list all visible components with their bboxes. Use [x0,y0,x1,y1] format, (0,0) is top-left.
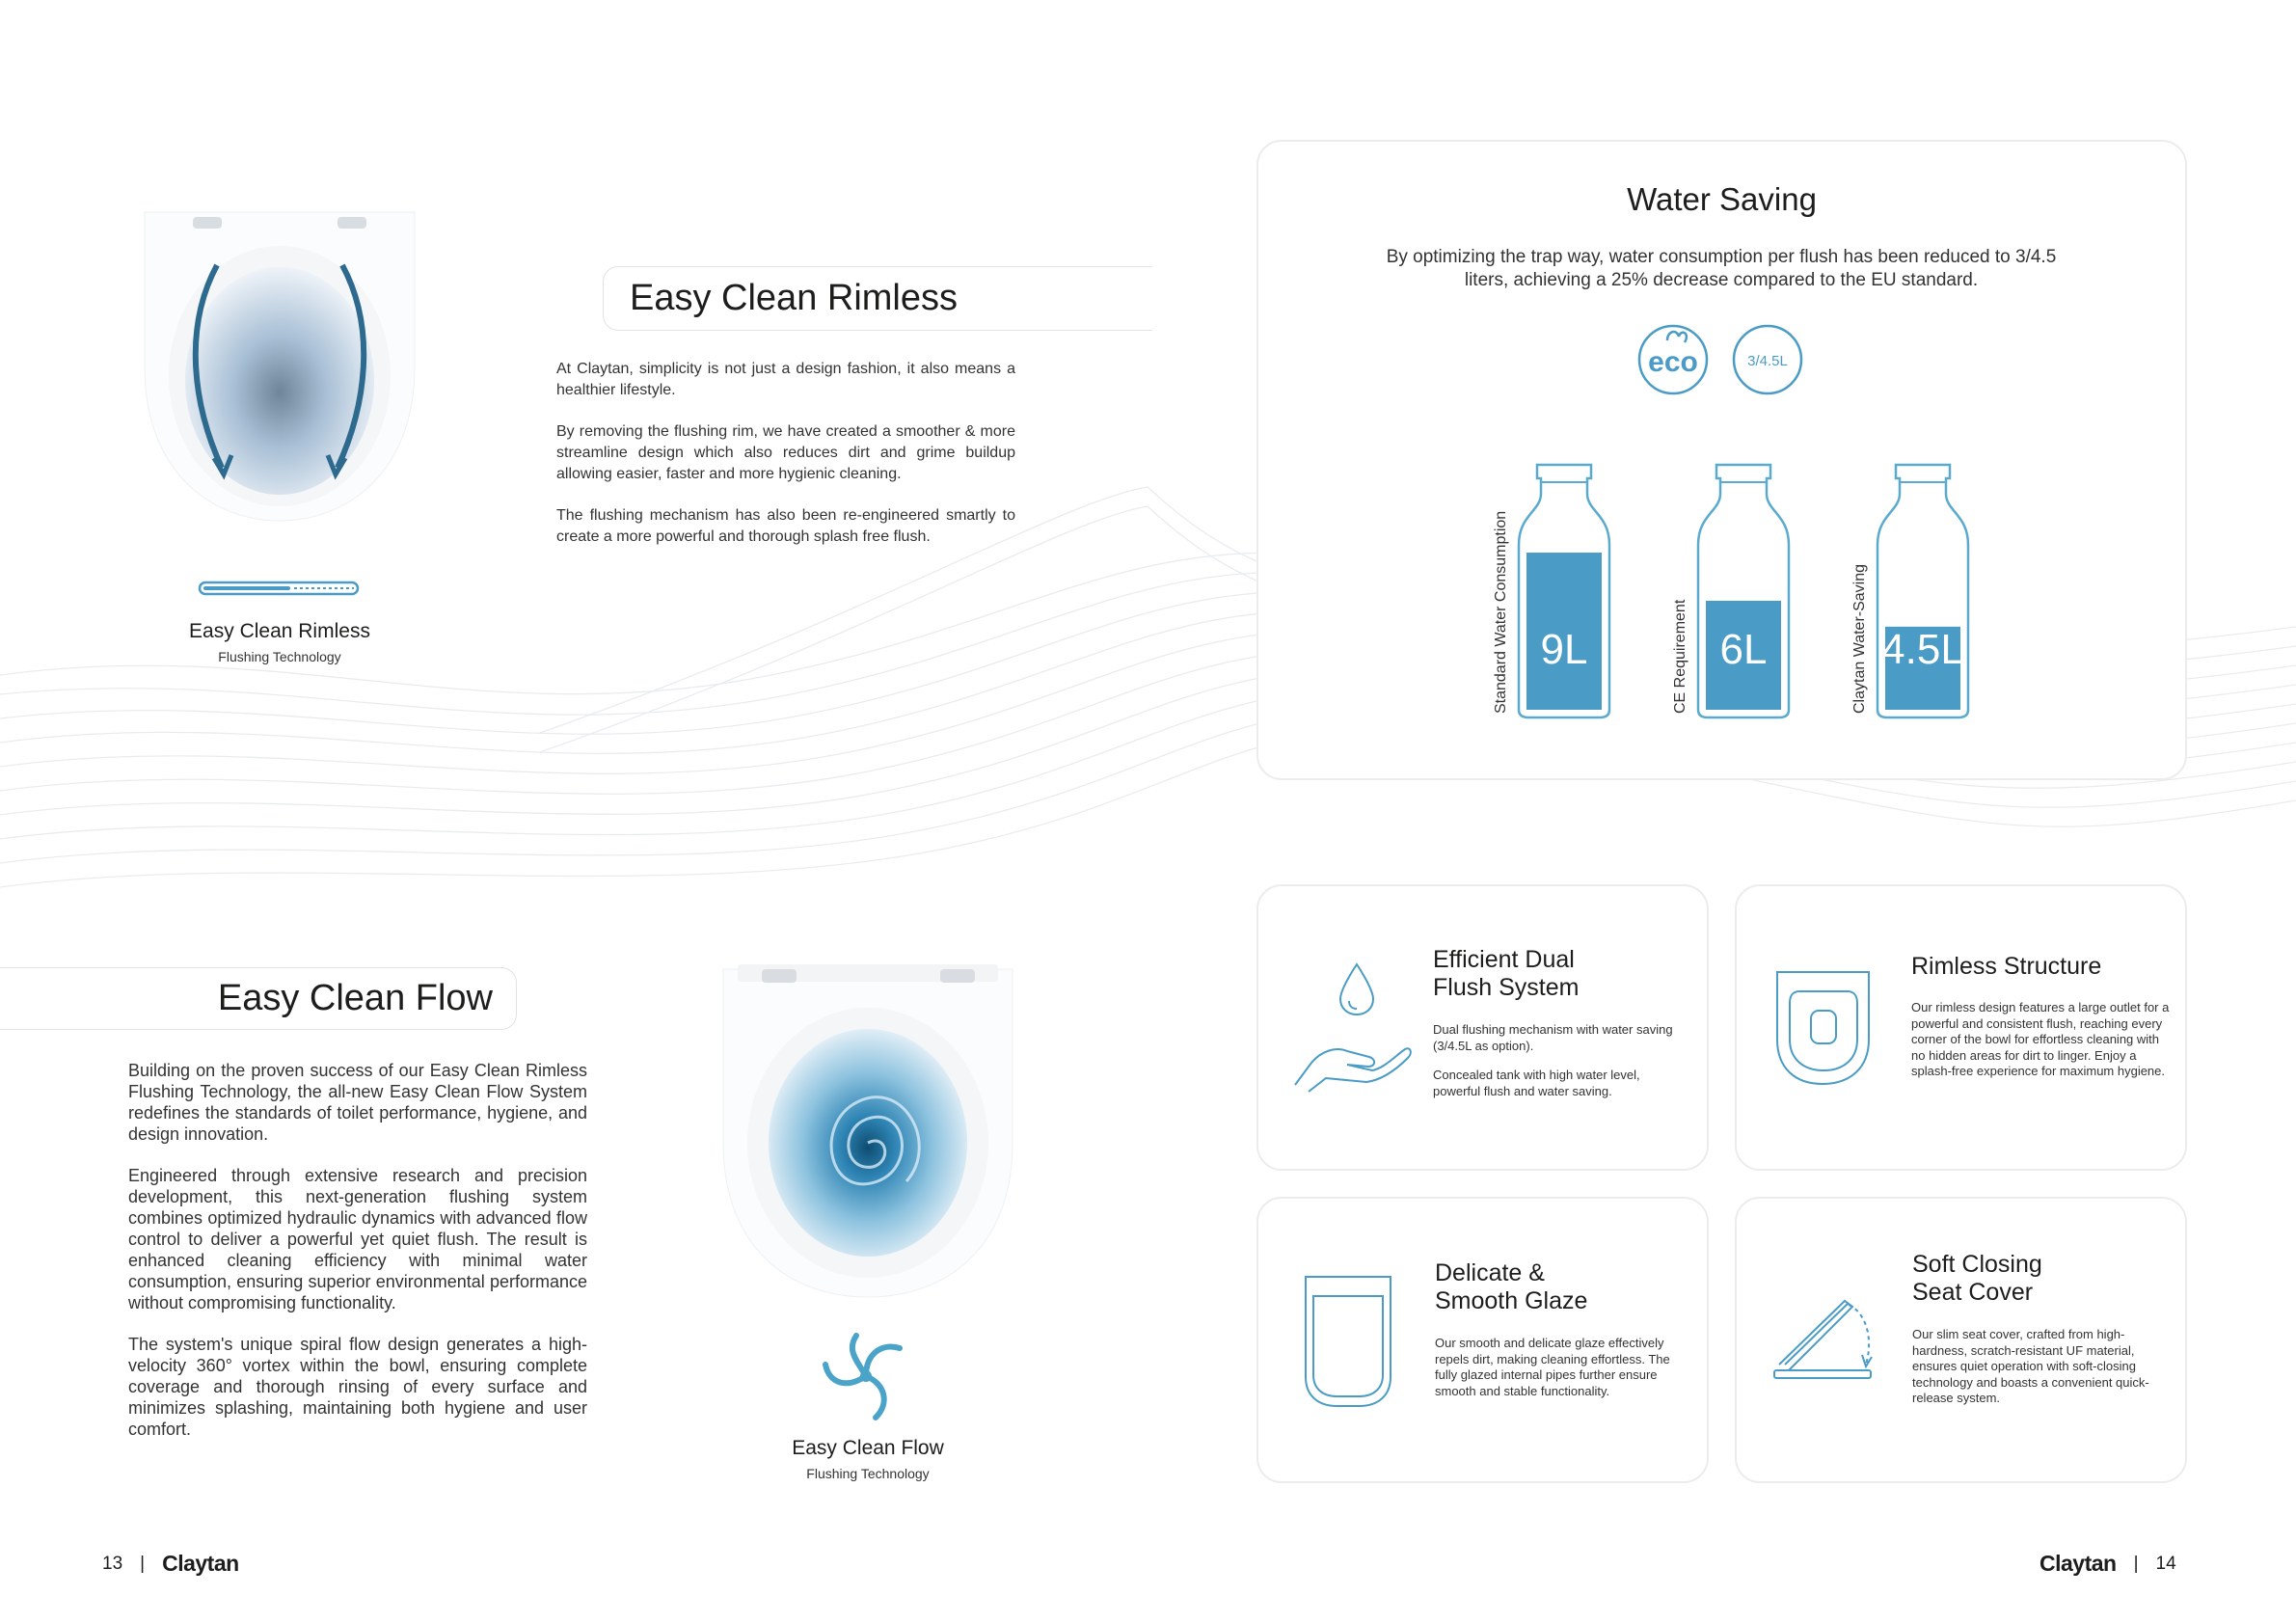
dual-flush-text [1433,1022,1674,1113]
dual-flush-paragraph: Dual flushing mechanism with water saving (3/4.5L as option). [1433,1022,1673,1053]
flow-swirl-icon [818,1331,914,1422]
bottle-category-label: CE Requirement [1672,599,1688,714]
bottle-1 [1493,465,1609,717]
eco-badges [1634,321,1808,398]
flow-toilet-image [709,940,1027,1307]
bottle-3 [1851,465,1968,717]
bottle-category-label: Claytan Water-Saving [1851,563,1868,714]
page-number: 14 [2155,1553,2176,1574]
rimless-bowl-icon [1772,964,1878,1090]
glaze-text [1435,1336,1688,1413]
flow-body [128,1060,587,1460]
rimless-caption-subtitle: Flushing Technology [218,649,341,664]
flush-volume-badge-icon [1734,326,1801,393]
rimless-paragraph: The flushing mechanism has also been re-engineered smartly to create a more powerful and thorough splash free flush. [556,507,1015,545]
rimless-body [556,359,1015,568]
glaze-bowl-icon [1300,1271,1396,1411]
flow-heading-text: Easy Clean Flow [217,978,493,1018]
seat-cover-icon [1769,1295,1880,1382]
flow-paragraph: The system's unique spiral flow design generates a high-velocity 360° vortex within the bowl, ensuring complete coverage and thorough rinsing of every surface and minimizes splashing, maintaining both hygiene and user comfort. [128,1335,587,1439]
flow-paragraph: Building on the proven success of our Easy Clean Rimless Flushing Technology, the all-new Easy Clean Flow System redefines the standards of toilet performance, hygiene, and design innovation. [128,1061,587,1144]
rimless-structure-title: Rimless Structure [1911,953,2102,980]
page-number: 13 [102,1553,123,1574]
bottle-category-label: Standard Water Consumption [1493,510,1509,714]
seat-cover-text [1912,1327,2165,1420]
flow-heading [0,967,517,1030]
dual-flush-paragraph: Concealed tank with high water level, powerful flush and water saving. [1433,1068,1640,1098]
bottle-2 [1672,465,1789,717]
dual-flush-title: Efficient Dual Flush System [1433,946,1580,1001]
rimless-structure-paragraph: Our rimless design features a large outlet for a powerful and consistent flush, reaching every corner of the bowl for effortless cleaning with no hidden areas for dirt to linger. Enjoy a splash-free experience for maximum hygiene. [1911,1000,2170,1078]
footer-separator: | [2133,1553,2139,1574]
water-saving-title: Water Saving [1627,181,1817,217]
water-saving-text: By optimizing the trap way, water consumption per flush has been reduced to 3/4.5 liters, achieving a 25% decrease compared to the EU standard. [1386,247,2057,290]
flow-paragraph: Engineered through extensive research and precision development, this next-generation flushing system combines optimized hydraulic dynamics with advanced flow control to deliver a powerful yet quiet flush. The result is enhanced cleaning efficiency with minimal water consumption, ensuring superior environmental performance without compromising functionality. [128,1166,587,1312]
eco-badge-text: eco [1648,346,1698,378]
rimless-structure-text [1911,1000,2170,1094]
flow-caption-subtitle: Flushing Technology [806,1466,930,1481]
eco-badge-icon [1639,326,1707,393]
footer-right [2039,1551,2176,1577]
bottle-value-label: 6L [1719,626,1768,673]
bottle-value-label: 4.5L [1881,626,1964,673]
rimless-toilet-image [125,174,434,530]
seat-cover-paragraph: Our slim seat cover, crafted from high-hardness, scratch-resistant UF material, ensures quiet operation with soft-closing technology and boasts a convenient quick-release system. [1912,1327,2149,1405]
brand-logo: Claytan [162,1551,239,1576]
water-bottles-chart [1466,453,1986,723]
rimless-caption-title: Easy Clean Rimless [189,620,370,642]
rimless-flush-indicator-icon [198,579,362,598]
rimless-paragraph: By removing the flushing rim, we have created a smoother & more streamline design which also reduces dirt and grime buildup allowing easier, faster and more hygienic cleaning. [556,423,1015,482]
footer-separator: | [140,1553,146,1574]
flow-caption-title: Easy Clean Flow [792,1437,944,1459]
flow-caption [733,1437,1003,1481]
rimless-heading [603,266,1152,331]
glaze-paragraph: Our smooth and delicate glaze effectively repels dirt, making cleaning effortless. The fully glazed internal pipes further ensure smooth and stable functionality. [1435,1336,1670,1398]
rimless-caption [145,620,415,664]
glaze-title: Delicate & Smooth Glaze [1435,1259,1588,1314]
footer-left [102,1551,239,1577]
flush-badge-text: 3/4.5L [1747,353,1788,369]
water-hand-icon [1287,955,1413,1095]
brand-logo: Claytan [2039,1551,2117,1576]
rimless-heading-text: Easy Clean Rimless [630,278,958,318]
bottle-value-label: 9L [1540,626,1588,673]
seat-cover-title: Soft Closing Seat Cover [1912,1251,2042,1306]
rimless-paragraph: At Claytan, simplicity is not just a design fashion, it also means a healthier lifestyle. [556,361,1015,398]
